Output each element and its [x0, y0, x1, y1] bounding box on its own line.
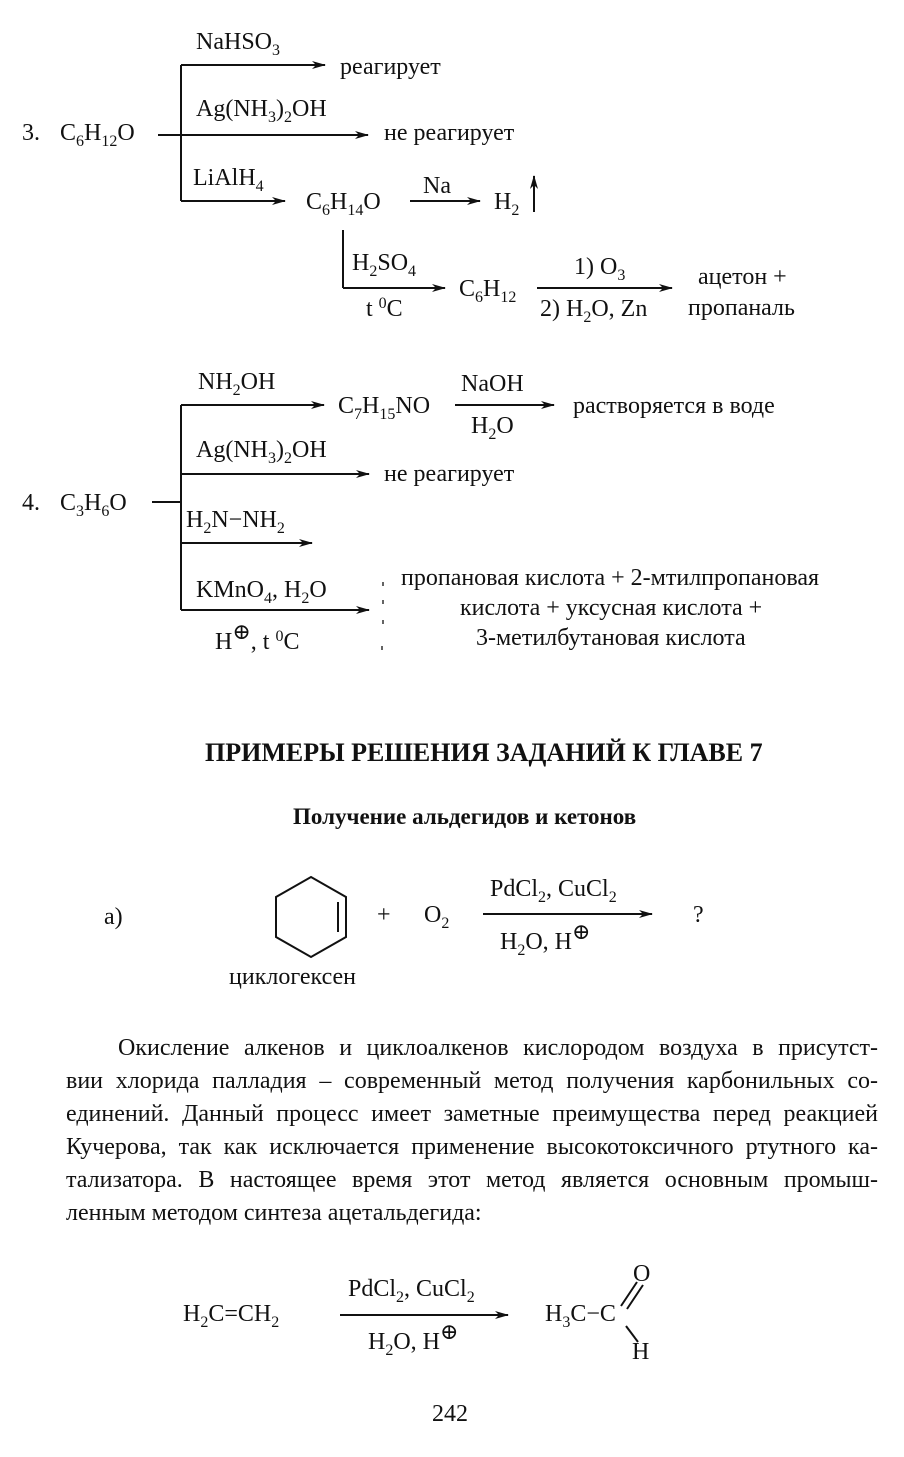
reagent-kmno4: KMnO$_4$, $H_2O$ — [196, 577, 327, 607]
acetaldehyde-formula: $H_3C-C$ — [545, 1301, 616, 1331]
scheme4-number: 4. — [22, 490, 40, 516]
scheme3-number: 3. — [22, 120, 40, 146]
result-acids-line-3: 3-метилбутановая кислота — [476, 625, 746, 651]
scheme3-start-formula: $C_6H_{12}O$ — [60, 120, 135, 150]
cyclohexene-ring — [276, 877, 346, 957]
result-acetone: ацетон + — [698, 264, 787, 290]
reagent-tollens-3: $Ag(NH_3)_2OH$ — [196, 96, 327, 126]
reagent-ozone: 1) $O_3$ — [574, 254, 626, 284]
section-subheading: Получение альдегидов и кетонов — [293, 804, 637, 829]
paragraph-line: тализатора. В настоящее время этот метод является основным промыш- — [66, 1167, 878, 1193]
paragraph-line: вии хлорида палладия – современный метод получения карбонильных со- — [66, 1068, 878, 1094]
ethylene-formula: $H_2C=CH_2$ — [183, 1301, 280, 1331]
chapter-heading: ПРИМЕРЫ РЕШЕНИЯ ЗАДАНИЙ К ГЛАВЕ 7 — [205, 738, 763, 767]
scheme4-start-formula: $C_3H_6O$ — [60, 490, 127, 520]
example-a-label: а) — [104, 904, 123, 930]
result-no-reaction-4: не реагирует — [384, 461, 515, 487]
reagent-tollens-4: $Ag(NH_3)_2OH$ — [196, 437, 327, 467]
result-acids-line-1: пропановая кислота + 2-мтилпропановая — [401, 565, 820, 591]
reagent-h2so4: $H_2SO_4$ — [352, 250, 417, 280]
paragraph-line: Кучерова, так как исключается применение высокотоксичного ртутного ка- — [66, 1134, 878, 1160]
reagent-water: $H_2O$ — [471, 413, 514, 443]
condition-bottom-final: $H_2O$, H⊕ — [368, 1319, 459, 1359]
condition-acid-heat: H⊕, t $^0$C — [215, 619, 300, 655]
page-number: 242 — [432, 1401, 468, 1427]
result-dissolves: растворяется в воде — [573, 393, 775, 419]
body-paragraph — [66, 1032, 878, 1230]
result-acids-line-2: кислота + уксусная кислота + — [460, 595, 763, 621]
reagent-lialh4: LiAlH$_4$ — [193, 165, 264, 195]
product-c6h12: $C_6H_{12}$ — [459, 276, 517, 306]
result-no-reaction-3: не реагирует — [384, 120, 515, 146]
product-c6h14o: $C_6H_{14}O$ — [306, 189, 381, 219]
paragraph-line: Окисление алкенов и циклоалкенов кислородом воздуха в присутст- — [118, 1035, 878, 1061]
reagent-hydroxylamine: $NH_2OH$ — [198, 369, 276, 399]
aldehyde-hydrogen: H — [632, 1339, 650, 1365]
reagent-water-zinc: 2) $H_2O$, Zn — [540, 296, 648, 326]
paragraph-line: единений. Данный процесс имеет заметные преимущества перед реакцией — [66, 1101, 878, 1127]
condition-bottom-a: $H_2O$, H⊕ — [500, 919, 591, 959]
condition-heat-3: t $^0$C — [366, 295, 403, 322]
unknown-product: ? — [693, 902, 704, 928]
catalyst-top-final: PdCl$_2$, CuCl$_2$ — [348, 1276, 475, 1306]
reagent-hydrazine: $H_2N-NH_2$ — [186, 507, 285, 537]
product-h2: $H_2$ — [494, 189, 520, 219]
carbonyl-oxygen: O — [633, 1261, 651, 1287]
catalyst-top-a: PdCl$_2$, CuCl$_2$ — [490, 876, 617, 906]
oxygen-reagent: $O_2$ — [424, 902, 450, 932]
product-oxime: $C_7H_{15}NO$ — [338, 393, 431, 423]
paragraph-line: ленным методом синтеза ацетальдегида: — [66, 1200, 482, 1226]
result-reacts: реагирует — [340, 54, 441, 80]
plus-sign: + — [377, 902, 391, 928]
carbonyl-double-bond-2 — [627, 1285, 643, 1309]
reagent-na: Na — [423, 173, 451, 199]
reagent-naoh: NaOH — [461, 371, 524, 397]
cyclohexene-caption: циклогексен — [229, 964, 357, 990]
reagent-nahso3: NaHSO$_3$ — [196, 29, 280, 59]
result-propanal: пропаналь — [688, 295, 795, 321]
